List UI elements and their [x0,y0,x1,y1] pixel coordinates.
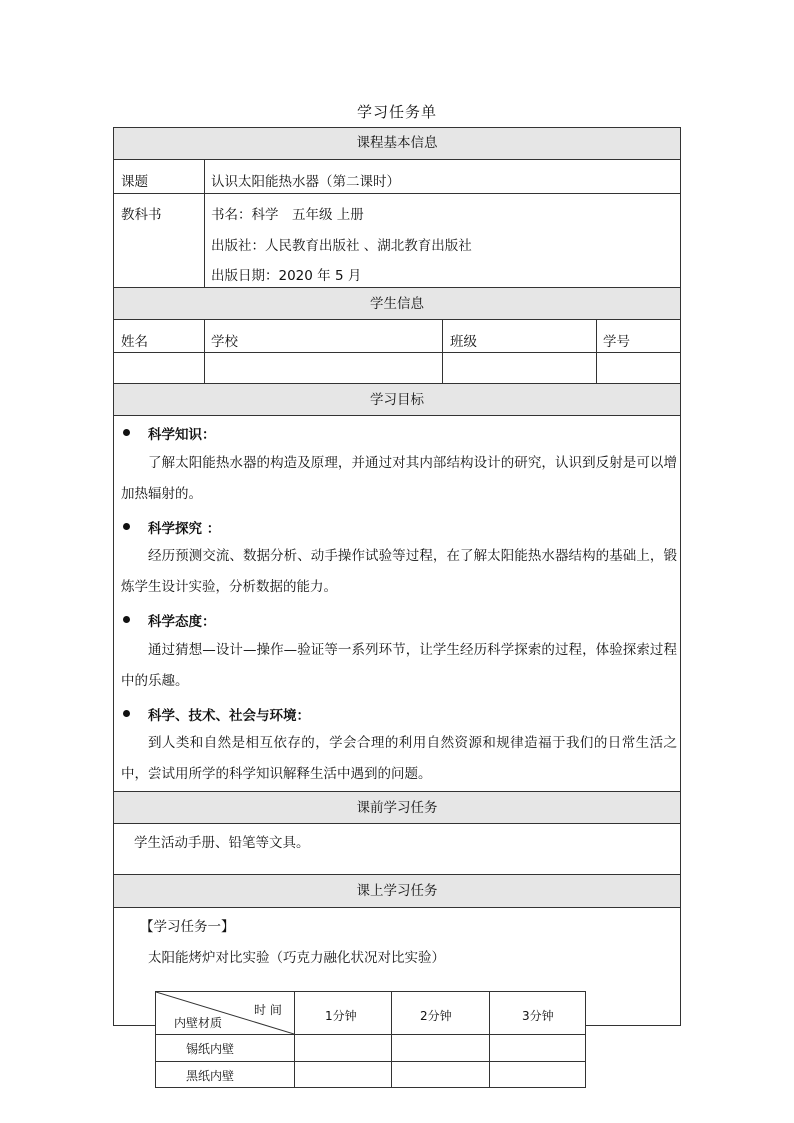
column-header-1min: 1分钟 [325,1009,357,1023]
section-header-pre-class: 课前学习任务 [114,791,680,824]
publisher: 出版社：人民教育出版社 、湖北教育出版社 [211,238,472,254]
objective-heading-knowledge: 科学知识： [148,427,216,443]
objective-heading-inquiry: 科学探究 ： [148,521,221,537]
section-header-in-class: 课上学习任务 [114,874,680,908]
experiment-table [155,991,586,1088]
task-sheet-table [113,127,681,1026]
bullet-icon [123,710,130,717]
objective-text-stse: 到人类和自然是相互依存的，学会合理的利用自然资源和规律造福于我们的日常生活之中，尝试用所学的科学知识解释生活中遇到的问题。 [121,735,677,782]
section-header-objectives: 学习目标 [114,383,680,416]
student-name-label: 姓名 [121,334,148,350]
bullet-icon [123,523,130,530]
pre-class-text: 学生活动手册、铅笔等文具。 [134,835,310,851]
book-name: 书名：科学 五年级 上册 [211,207,364,223]
objective-heading-attitude: 科学态度： [148,614,216,630]
objective-text-knowledge: 了解太阳能热水器的构造及原理，并通过对其内部结构设计的研究，认识到反射是可以增加热辐射的。 [121,455,677,502]
column-divider [204,320,205,383]
section-header-student-info: 学生信息 [114,287,680,320]
column-divider [596,320,597,383]
bullet-icon [123,616,130,623]
row-label-black-paper: 黑纸内壁 [186,1069,235,1083]
document-title: 学习任务单 [356,103,437,121]
column-divider [204,160,205,287]
section-header-basic-info: 课程基本信息 [114,128,680,160]
corner-header-material: 内壁材质 [174,1016,223,1030]
textbook-label: 教科书 [121,207,162,223]
corner-header-time: 时 间 [254,1003,282,1017]
student-class-label: 班级 [450,334,477,350]
objective-heading-stse: 科学、技术、社会与环境： [148,708,310,724]
row-divider [114,193,680,194]
column-divider [294,992,295,1087]
column-header-2min: 2分钟 [420,1009,452,1023]
student-number-label: 学号 [603,334,630,350]
publication-date: 出版日期：2020 年 5 月 [211,268,362,284]
student-school-label: 学校 [211,334,238,350]
row-divider [156,1034,585,1035]
bullet-icon [123,429,130,436]
topic-value: 认识太阳能热水器（第二课时） [211,174,400,190]
column-header-3min: 3分钟 [522,1009,554,1023]
column-divider [442,320,443,383]
row-divider [156,1061,585,1062]
column-divider [489,992,490,1087]
objective-text-attitude: 通过猜想—设计—操作—验证等一系列环节，让学生经历科学探索的过程，体验探索过程中的乐趣。 [121,642,677,689]
task-label: 【学习任务一】 [140,919,235,935]
column-divider [391,992,392,1087]
objective-text-inquiry: 经历预测交流、数据分析、动手操作试验等过程，在了解太阳能热水器结构的基础上，锻炼学生设计实验，分析数据的能力。 [121,548,677,595]
task-description: 太阳能烤炉对比实验（巧克力融化状况对比实验） [148,950,445,966]
topic-label: 课题 [121,174,148,190]
row-label-foil: 锡纸内壁 [186,1042,235,1056]
